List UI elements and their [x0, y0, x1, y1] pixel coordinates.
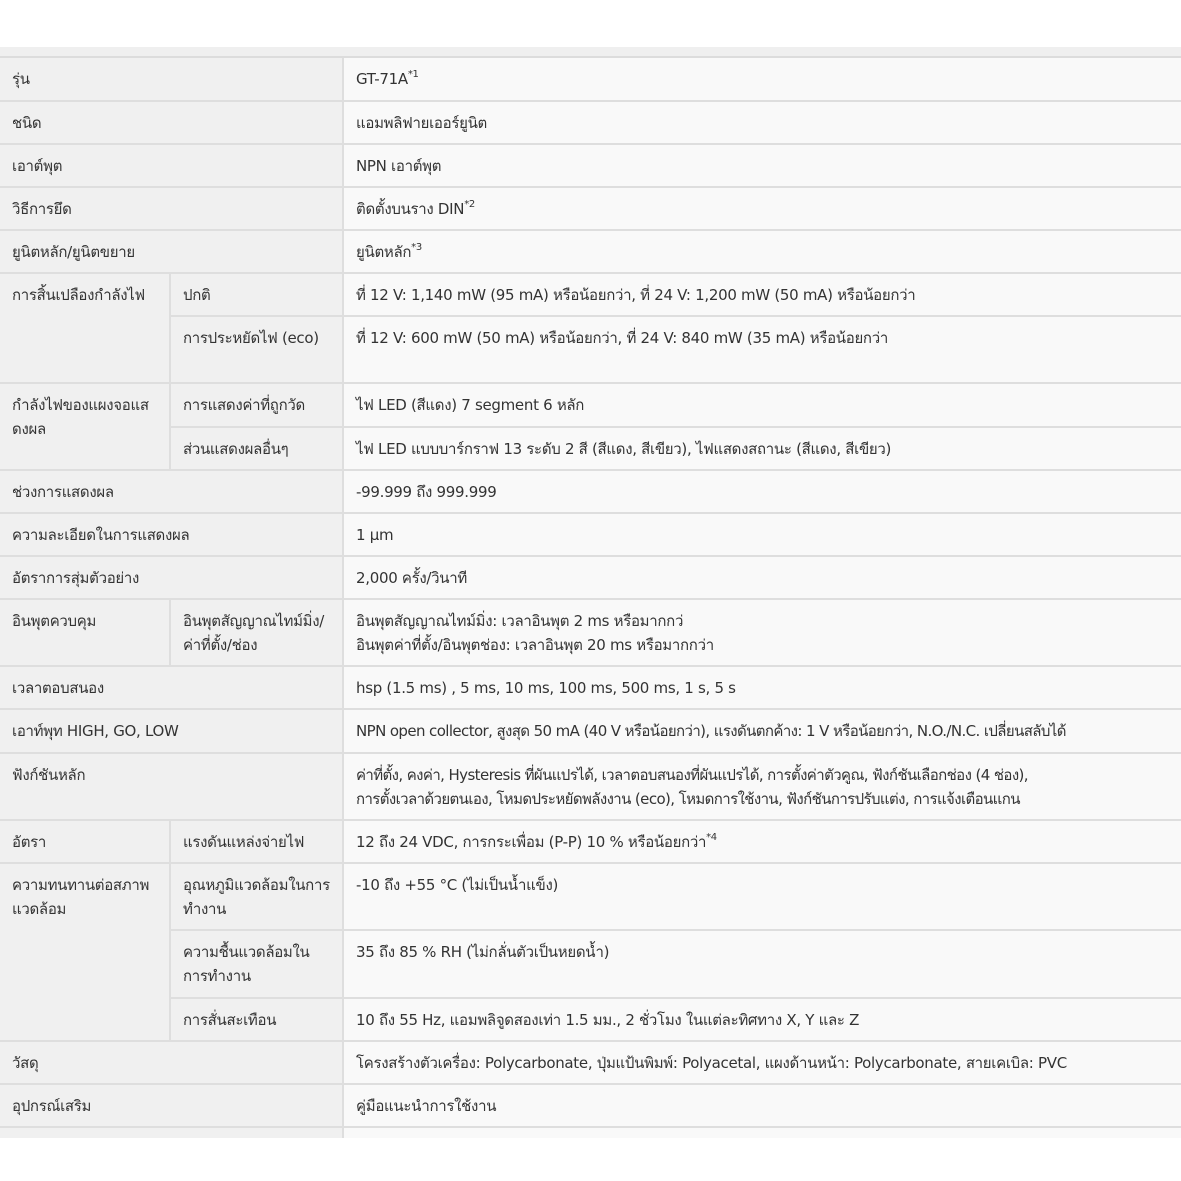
row-value: คู่มือแนะนำการใช้งาน	[343, 1084, 1181, 1127]
footnote-ref: *2	[464, 199, 475, 210]
footnote-ref: *3	[411, 242, 422, 253]
row-sublabel: การแสดงค่าที่ถูกวัด	[170, 383, 343, 427]
row-value: 2,000 ครั้ง/วินาที	[343, 556, 1181, 599]
row-value: -99.999 ถึง 999.999	[343, 470, 1181, 513]
row-value: 1 μm	[343, 513, 1181, 556]
table-row-display-measured	[0, 383, 1181, 427]
row-sublabel: อินพุตสัญญาณไทม์มิ่ง/ค่าที่ตั้ง/ช่อง	[170, 599, 343, 666]
table-row-power-eco	[0, 316, 1181, 383]
table-row-output	[0, 144, 1181, 187]
row-value: แอมพลิฟายเออร์ยูนิต	[343, 101, 1181, 144]
row-sublabel: การสั่นสะเทือน	[170, 998, 343, 1041]
row-value: ไฟ LED แบบบาร์กราฟ 13 ระดับ 2 สี (สีแดง, สีเขียว), ไฟแสดงสถานะ (สีแดง, สีเขียว)	[343, 427, 1181, 470]
footnote-ref: *1	[407, 69, 419, 80]
row-sublabel: ส่วนแสดงผลอื่นๆ	[170, 427, 343, 470]
row-value	[343, 1127, 1181, 1138]
row-value: ติดตั้งบนราง DIN$^{*2}$	[343, 187, 1181, 230]
row-value: hsp (1.5 ms) , 5 ms, 10 ms, 100 ms, 500 ms, 1 s, 5 s	[343, 666, 1181, 709]
table-row-hgl-output	[0, 709, 1181, 753]
row-label: ความละเอียดในการแสดงผล	[0, 513, 343, 556]
row-value: ที่ 12 V: 1,140 mW (95 mA) หรือน้อยกว่า, ที่ 24 V: 1,200 mW (50 mA) หรือน้อยกว่า	[343, 273, 1181, 316]
row-label: ความทนทานต่อสภาพแวดล้อม	[0, 863, 170, 1041]
row-label: ยูนิตหลัก/ยูนิตขยาย	[0, 230, 343, 273]
table-row-range	[0, 470, 1181, 513]
table-row-model	[0, 58, 1181, 101]
table-row-mounting	[0, 187, 1181, 230]
table-row-sampling	[0, 556, 1181, 599]
spec-table-container	[0, 47, 1181, 1138]
table-row-accessories	[0, 1084, 1181, 1127]
spec-table	[0, 58, 1181, 1138]
table-row-resolution	[0, 513, 1181, 556]
row-value	[343, 753, 1181, 820]
table-row-control-input	[0, 599, 1181, 666]
row-value: โครงสร้างตัวเครื่อง: Polycarbonate, ปุ่มแป้นพิมพ์: Polyacetal, แผงด้านหน้า: Polycarbonate, สายเคเบิล: PVC	[343, 1041, 1181, 1084]
footnote-ref: *4	[706, 832, 717, 843]
row-value: 35 ถึง 85 % RH (ไม่กลั่นตัวเป็นหยดน้ำ)	[343, 930, 1181, 998]
table-row-display-other	[0, 427, 1181, 470]
row-label: กำลังไฟของแผงจอแสดงผล	[0, 383, 170, 470]
table-row-env-temperature	[0, 863, 1181, 930]
row-label: รุ่น	[0, 58, 343, 101]
table-row-power-normal	[0, 273, 1181, 316]
row-sublabel: แรงดันแหล่งจ่ายไฟ	[170, 820, 343, 863]
table-row-partial	[0, 1127, 1181, 1138]
row-label: อินพุตควบคุม	[0, 599, 170, 666]
table-row-response	[0, 666, 1181, 709]
table-row-material	[0, 1041, 1181, 1084]
row-label: เวลาตอบสนอง	[0, 666, 343, 709]
row-label: การสิ้นเปลืองกำลังไฟ	[0, 273, 170, 383]
row-value: ยูนิตหลัก$^{*3}$	[343, 230, 1181, 273]
row-label	[0, 1127, 343, 1138]
value-line: การตั้งเวลาด้วยตนเอง, โหมดประหยัดพลังงาน (eco), โหมดการใช้งาน, ฟังก์ชันการปรับแต่ง, การแจ้งเตือนแกน	[356, 790, 1020, 808]
row-label: วัสดุ	[0, 1041, 343, 1084]
row-value: NPN open collector, สูงสุด 50 mA (40 V หรือน้อยกว่า), แรงดันตกค้าง: 1 V หรือน้อยกว่า, N.O./N.C. เปลี่ยนสลับได้	[343, 709, 1181, 753]
row-label: อัตรา	[0, 820, 170, 863]
row-sublabel: ความชื้นแวดล้อมในการทำงาน	[170, 930, 343, 998]
row-label: ฟังก์ชันหลัก	[0, 753, 343, 820]
table-row-type	[0, 101, 1181, 144]
row-value	[343, 599, 1181, 666]
table-row-rating	[0, 820, 1181, 863]
row-value: 10 ถึง 55 Hz, แอมพลิจูดสองเท่า 1.5 มม., 2 ชั่วโมง ในแต่ละทิศทาง X, Y และ Z	[343, 998, 1181, 1041]
row-value: $GT-71A^{*1}$	[343, 58, 1181, 101]
table-row-unit	[0, 230, 1181, 273]
row-value: ที่ 12 V: 600 mW (50 mA) หรือน้อยกว่า, ที่ 24 V: 840 mW (35 mA) หรือน้อยกว่า	[343, 316, 1181, 383]
row-label: วิธีการยึด	[0, 187, 343, 230]
row-label: ช่วงการแสดงผล	[0, 470, 343, 513]
row-value: ไฟ LED (สีแดง) 7 segment 6 หลัก	[343, 383, 1181, 427]
row-label: ชนิด	[0, 101, 343, 144]
row-value: NPN เอาต์พุต	[343, 144, 1181, 187]
row-label: อัตราการสุ่มตัวอย่าง	[0, 556, 343, 599]
row-sublabel: อุณหภูมิแวดล้อมในการทำงาน	[170, 863, 343, 930]
row-label: อุปกรณ์เสริม	[0, 1084, 343, 1127]
row-label: เอาท์พุท HIGH, GO, LOW	[0, 709, 343, 753]
table-row-env-vibration	[0, 998, 1181, 1041]
row-sublabel: ปกติ	[170, 273, 343, 316]
table-header-band	[0, 47, 1181, 58]
value-line: ค่าที่ตั้ง, คงค่า, Hysteresis ที่ผันแปรได้, เวลาตอบสนองที่ผันแปรได้, การตั้งค่าตัวคูณ, ฟังก์ชันเลือกช่อง (4 ช่อง),	[356, 766, 1028, 784]
row-sublabel: การประหยัดไฟ (eco)	[170, 316, 343, 383]
table-row-functions	[0, 753, 1181, 820]
value-line: อินพุตสัญญาณไทม์มิ่ง: เวลาอินพุต 2 ms หรือมากกว่	[356, 612, 684, 630]
row-value: 12 ถึง 24 VDC, การกระเพื่อม (P-P) 10 % หรือน้อยกว่า$^{*4}$	[343, 820, 1181, 863]
row-value: -10 ถึง +55 °C (ไม่เป็นน้ำแข็ง)	[343, 863, 1181, 930]
table-row-env-humidity	[0, 930, 1181, 998]
row-label: เอาต์พุต	[0, 144, 343, 187]
value-line: อินพุตค่าที่ตั้ง/อินพุตช่อง: เวลาอินพุต 20 ms หรือมากกว่า	[356, 636, 714, 654]
